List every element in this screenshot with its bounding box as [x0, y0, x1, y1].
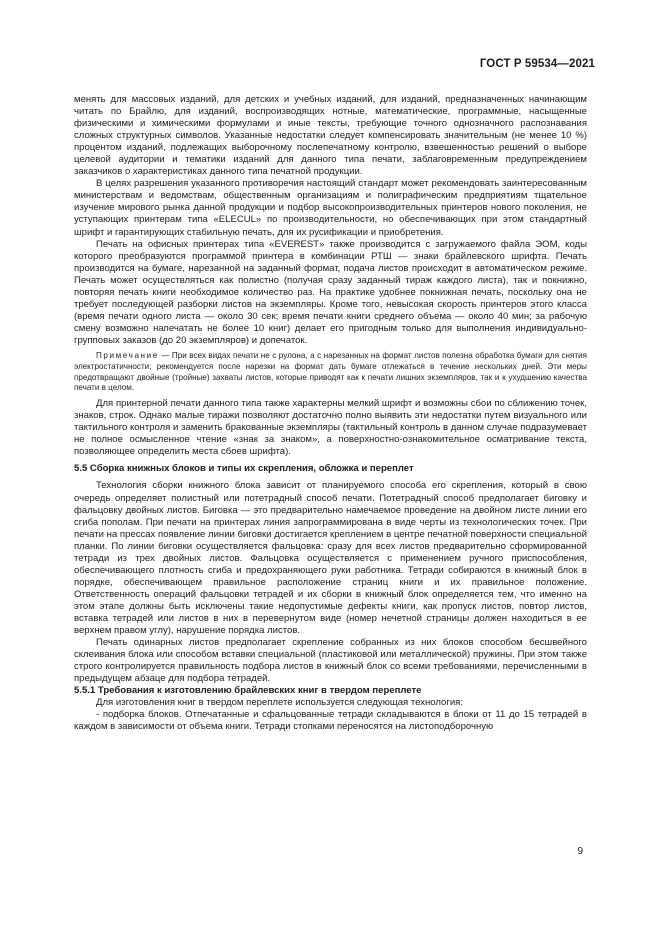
note-label: Примечание [96, 350, 159, 360]
paragraph-everest-printing: Печать на офисных принтерах типа «EVEREST» также производится с загружаемого файла ЭОМ, коды которого преобразуются программой принтера в комбинации РТШ — знаки брайлевского шрифта. Печать производится на бумаге, нарезанной на заданный формат, подача листов происходит в автоматическом режиме. Печать может осуществляться как полистно (получая сразу заданный тираж каждого листа), так и покнижно, повторяя печать книги необходимое количество раз. На практике удобнее покнижная печать, поскольку она не требует последующей разборки листов на экземпляры. Кроме того, невысокая скорость принтеров этого класса (время печати одного листа — около 30 сек; время печати книги среднего объема — около 40 мин; за рабочую смену возможно напечатать не более 10 книг) делает его пригодным только для выполнения индивидуально-групповых заказов (до 20 экземпляров) и допечаток. [74, 238, 587, 346]
paragraph-block-assembly: Технология сборки книжного блока зависит от планируемого способа его скрепления, который в свою очередь определяет полистный или потетрадный способ печати. Потетрадный способ предполагает биговку и фальцовку двойных листов. Биговка — это предварительно намечаемое проведение на двойном листе линии его сгиба пополам. При печати на принтерах линия запрограммирована в виде черты из технологических точек. При печати на прессах появление линии биговки достигается креплением в центре печатной поверхности специальной планки. По линии биговки осуществляется фальцовка: сразу для всех листов предварительно сформированной тетради из трех двойных листов. Фальцовка осуществляется с применением ручного приспособления, обеспечивающего плотность сгиба и предохраняющего руки работника. Тетради собираются в книжный блок в порядке, обеспечивающем правильное расположение страниц книги и их правильное положение. Ответственность операций фальцовки тетрадей и их сборки в книжный блок определяется тем, что именно на этом этапе должны быть исключены такие недопустимые дефекты книги, как пропуск листов, повтор листов, вставка тетрадей или листов в них в перевернутом виде (номер нечетной страницы должен находиться в ее верхнем правом углу), нарушение порядка листов. [74, 480, 587, 637]
document-header: ГОСТ Р 59534—2021 [479, 58, 595, 70]
list-item-block-selection: - подборка блоков. Отпечатанные и сфальцованные тетради складываются в блоки от 11 до 15 тетрадей в каждом в зависимости от объема книги. Тетради стопками переносятся на листоподборочную [74, 709, 587, 733]
note-text: — При всех видах печати не с рулона, а с нарезанных на формат листов полезна обработка бумаги для снятия электростатичности; рекомендуется после нарезки на формат дать бумаге отлежаться в течение нескольких дней. Эти меры предотвращают двойные (тройные) захваты листов, которые приводят как к печати лишних экземпляров, так и к ухудшению качества печати в целом. [74, 350, 587, 393]
section-heading-5-5-1: 5.5.1 Требования к изготовлению брайлевских книг в твердом переплете [74, 685, 422, 697]
paragraph-printer-defects: Для принтерной печати данного типа также характерны мелкий шрифт и возможны сбои по сближению точек, знаков, строк. Однако малые тиражи позволяют достаточно полно выявить эти недостатки путем визуального или тактильного контроля и заменить бракованные экземпляры (тактильный контроль в данном случае подразумевает не полное осмысленное чтение «знак за знаком», а поверхностно-ознакомительное осматривание текста, позволяющее определить места сбоев шрифта). [74, 398, 587, 458]
section-heading-5-5: 5.5 Сборка книжных блоков и типы их скрепления, обложка и переплет [74, 463, 414, 475]
document-body [74, 94, 587, 733]
note-paragraph [74, 351, 587, 394]
paragraph-single-sheets: Печать одинарных листов предполагает скрепление собранных из них блоков способом бесшвейного склеивания блока или способом вставки специальной (пластиковой или металлической) пружины. При этом также строго контролируется правильность подбора листов в книжный блок со всеми требованиями, перечисленными в предыдущем абзаце для подбора тетрадей. [74, 637, 587, 685]
paragraph-recommendation: В целях разрешения указанного противоречия настоящий стандарт может рекомендовать заинтересованным министерствам и ведомствам, общественным организациям и полиграфическим предприятиям тщательное изучение мирового рынка данной продукции и подбор высокопроизводительных принтеров нового поколения, не уступающих принтерам типа «ELECUL» по производительности, но обеспечивающих при этом стандартный шрифт и гарантирующих стабильную печать, для их русификации и приобретения. [74, 178, 587, 238]
paragraph-continuation: менять для массовых изданий, для детских и учебных изданий, для изданий, предназначенных начинающим читать по Брайлю, для изданий, воспроизводящих нотные, математические, программные, насыщенные физическими и химическими формулами и иные тексты, требующие точного однозначного распознавания сложных структурных символов. Указанные недостатки следует компенсировать значительным (не менее 10 %) процентом изданий, подлежащих выборочному послепечатному контролю, взвешенностью решений о выборе целевой аудитории и тематики изданий для данного типа печати, заблаговременным предупреждением заказчиков о характеристиках данного типа печатной продукции. [74, 94, 587, 178]
paragraph-hardcover-intro: Для изготовления книг в твердом переплете используется следующая технология: [96, 697, 463, 709]
page-number: 9 [577, 846, 583, 857]
